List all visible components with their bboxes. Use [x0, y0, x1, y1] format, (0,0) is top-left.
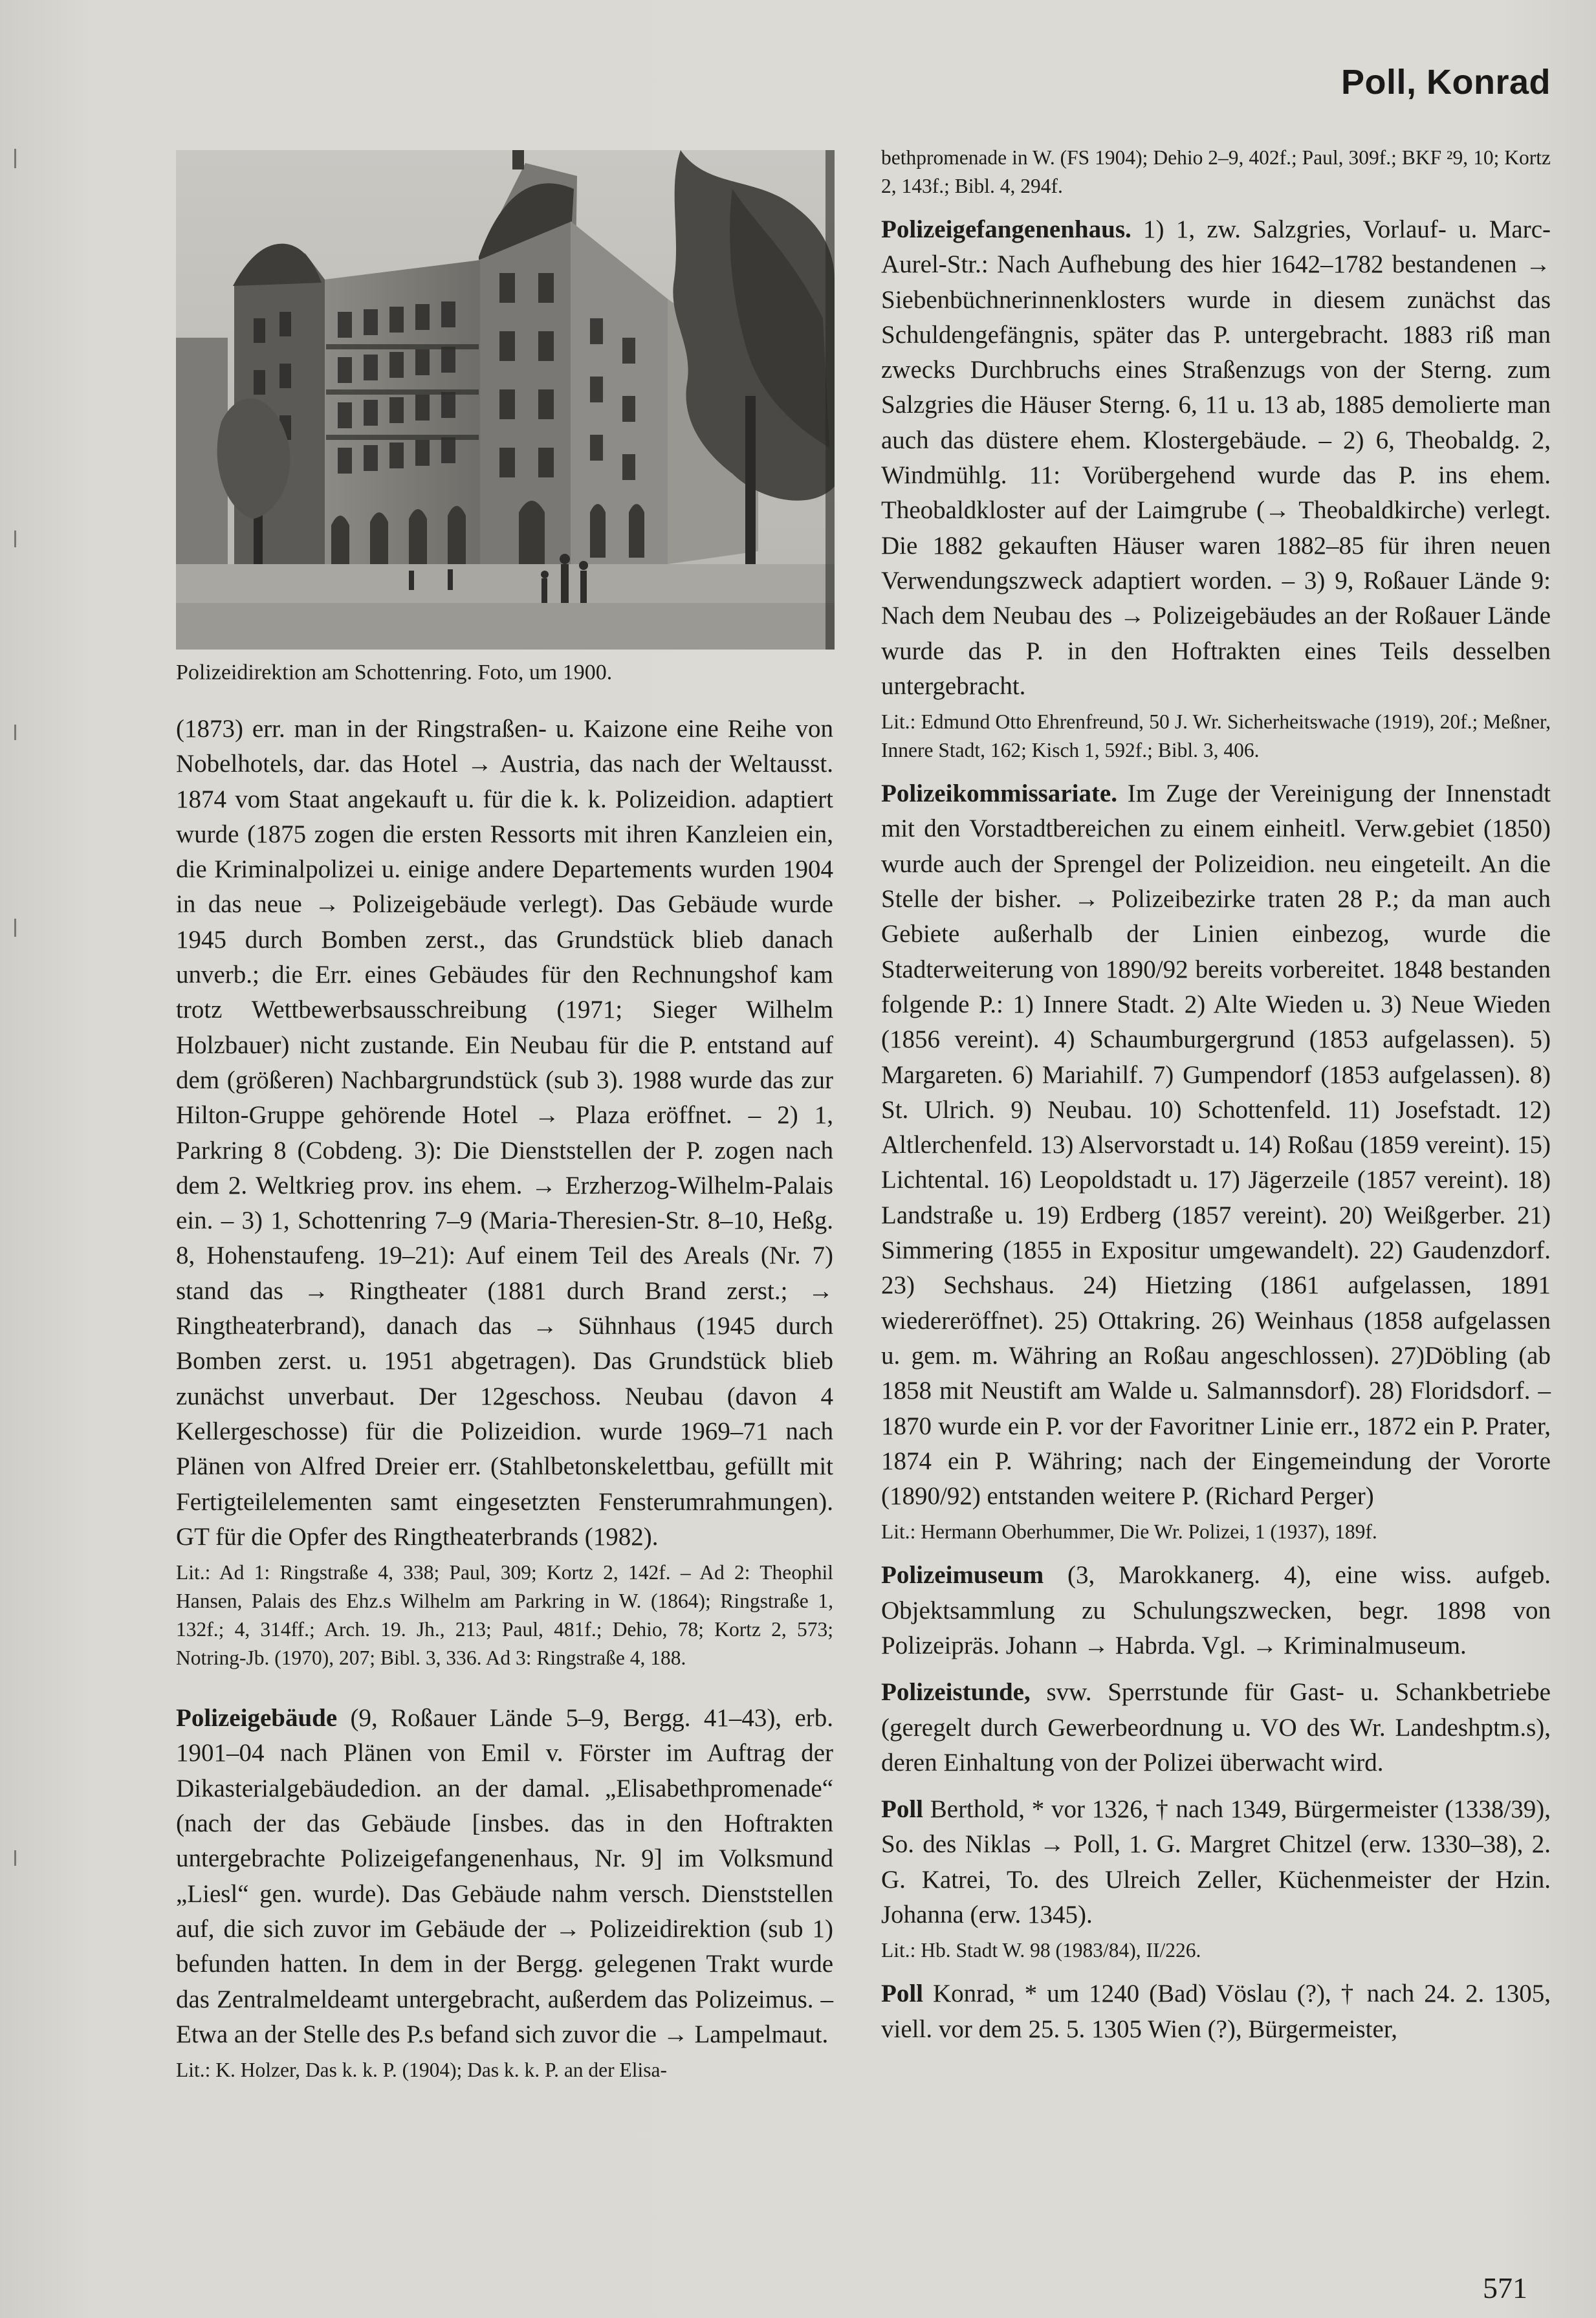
margin-mark	[14, 1850, 16, 1866]
margin-mark	[14, 919, 16, 937]
left-column	[176, 136, 833, 2088]
lemma-heading: Poll	[881, 1980, 923, 2008]
entry-text: Konrad, * um 1240 (Bad) Vöslau (?), † nach 24. 2. 1305, viell. vor dem 25. 5. 1305 Wien (?), Bürgermeister,	[881, 1980, 1551, 2043]
right-column	[881, 144, 1551, 2047]
entry-text: Im Zuge der Vereinigung der Innenstadt mit den Vorstadtbereichen zu einem einheitl. Verw.gebiet (1850) wurde auch der Sprengel der Polizeidion. neu eingeteilt. An die Stelle der bisher. → Polizeibezirke traten 28 P.; da man auch Gebiete außerhalb der Linien einbezog, wurde die Stadterweiterung von 1890/92 bereits vorbereitet. 1848 bestanden folgende P.: 1) Innere Stadt. 2) Alte Wieden u. 3) Neue Wieden (1856 vereint). 4) Schaumburgergrund (1853 aufgelassen). 5) Margareten. 6) Mariahilf. 7) Gumpendorf (1853 aufgelassen). 8) St. Ulrich. 9) Neubau. 10) Schottenfeld. 11) Josefstadt. 12) Altlerchenfeld. 13) Alservorstadt u. 14) Roßau (1859 vereint). 15) Lichtental. 16) Leopoldstadt u. 17) Jägerzeile (1857 vereint). 18) Landstraße u. 19) Erdberg (1857 vereint). 20) Weißgerber. 21) Simmering (1855 in Expositur umgewandelt). 22) Gaudenzdorf. 23) Sechshaus. 24) Hietzing (1861 aufgelassen, 1891 wiedereröffnet). 25) Ottakring. 26) Weinhaus (1858 aufgelassen u. gem. m. Währing an Roßau angeschlossen). 27)Döbling (ab 1858 mit Neustift am Walde u. Salmannsdorf). 28) Floridsdorf. – 1870 wurde ein P. vor der Favoritner Linie err., 1872 ein P. Prater, 1874 ein P. Währing; nach der Eingemeindung der Vororte (1890/92) entstanden weitere P. (Richard Perger)	[881, 780, 1551, 1511]
entry-text: 1) 1, zw. Salzgries, Vorlauf- u. Marc-Aurel-Str.: Nach Aufhebung des hier 1642–1782 bestandenen → Siebenbüchnerinnenklosters wurde in diesem zunächst das Schuldengefängnis, später das P. untergebracht. 1883 riß man zwecks Durchbruchs eines Straßenzugs von der Sterng. zum Salzgries die Häuser Sterng. 6, 11 u. 13 ab, 1885 demolierte man auch das düstere ehem. Klostergebäude. – 2) 6, Theobaldg. 2, Windmühlg. 11: Vorübergehend wurde das P. ins ehem. Theobaldkloster auf der Laimgrube (→ Theobaldkirche) verlegt. Die 1882 gekauften Häuser waren 1882–85 für ihren neuen Verwendungszweck adaptiert worden. – 3) 9, Roßauer Lände 9: Nach dem Neubau des → Polizeigebäudes an der Roßauer Lände wurde das P. in den Hoftrakten eines Teils desselben untergebracht.	[881, 215, 1551, 700]
entry-polizeigefangenenhaus	[881, 212, 1551, 704]
building-photo	[176, 150, 835, 650]
entry-continuation-text: (1873) err. man in der Ringstraßen- u. Kaizone eine Reihe von Nobelhotels, dar. das Hotel → Austria, das nach der Weltausst. 1874 vom Staat angekauft u. für die k. k. Polizeidion. adaptiert wurde (1875 zogen die ersten Ressorts mit ihren Kanzleien ein, die Kriminalpolizei u. einige andere Departements wurden 1904 in das neue → Polizeigebäude verlegt). Das Gebäude wurde 1945 durch Bomben zerst., das Grundstück blieb danach unverb.; die Err. eines Gebäudes für den Rechnungshof kam trotz Wettbewerbsausschreibung (1971; Sieger Wilhelm Holzbauer) nicht zustande. Ein Neubau für die P. entstand auf dem (größeren) Nachbargrundstück (sub 3). 1988 wurde das zur Hilton-Gruppe gehörende Hotel → Plaza eröffnet. – 2) 1, Parkring 8 (Cobdeng. 3): Die Dienststellen der P. zogen nach dem 2. Weltkrieg prov. ins ehem. → Erzherzog-Wilhelm-Palais ein. – 3) 1, Schottenring 7–9 (Maria-Theresien-Str. 8–10, Heßg. 8, Hohenstaufeng. 19–21): Auf einem Teil des Areals (Nr. 7) stand das → Ringtheater (1881 durch Brand zerst.; → Ringtheaterbrand), danach das → Sühnhaus (1945 durch Bomben zerst. u. 1951 abgetragen). Das Grundstück blieb zunächst unverbaut. Der 12geschoss. Neubau (davon 4 Kellergeschosse) für die Polizeidion. wurde 1969–71 nach Plänen von Alfred Dreier err. (Stahlbetonskelettbau, gefüllt mit Fertigteilelementen samt eingesetzten Fensterumrahmungen). GT für die Opfer des Ringtheaterbrands (1982).	[176, 715, 833, 1551]
lemma-heading: Polizeistunde,	[881, 1678, 1031, 1707]
lemma-heading: Poll	[881, 1795, 923, 1824]
literature-reference: Lit.: Hermann Oberhummer, Die Wr. Polizei, 1 (1937), 189f.	[881, 1520, 1377, 1544]
lemma-heading: Polizeimuseum	[881, 1561, 1044, 1590]
figure-caption: Polizeidirektion am Schottenring. Foto, um 1900.	[176, 661, 613, 684]
entry-polizeimuseum	[881, 1558, 1551, 1663]
lemma-heading: Polizeigefangenenhaus.	[881, 215, 1131, 243]
entry-poll-konrad	[881, 1976, 1551, 2047]
running-header: Poll, Konrad	[1340, 63, 1551, 102]
page-number: 571	[1483, 2271, 1527, 2304]
literature-reference: Lit.: Edmund Otto Ehrenfreund, 50 J. Wr. Sicherheitswache (1919), 20f.; Meßner, Innere Stadt, 162; Kisch 1, 592f.; Bibl. 3, 406.	[881, 710, 1551, 762]
entry-text: (9, Roßauer Lände 5–9, Bergg. 41–43), erb. 1901–04 nach Plänen von Emil v. Förster im Auftrag der Dikasterialgebäudedion. an der damal. „Elisabethpromenade“ (nach der das Gebäude [insbes. das in den Hoftrakten untergebrachte Polizeigefangenenhaus, Nr. 9] im Volksmund „Liesl“ gen. wurde). Das Gebäude nahm versch. Dienststellen auf, die sich zuvor im Gebäude der → Polizeidirektion (sub 1) befunden hatten. In dem in der Bergg. gelegenen Trakt wurde das Zentralmeldeamt untergebracht, außerdem das Polizeimus. – Etwa an der Stelle des P.s befand sich zuvor die → Lampelmaut.	[176, 1704, 833, 2048]
entry-polizeistunde	[881, 1675, 1551, 1780]
entry-poll-berthold	[881, 1792, 1551, 1932]
literature-reference: Lit.: K. Holzer, Das k. k. P. (1904); Das k. k. P. an der Elisa-	[176, 2059, 667, 2082]
entry-polizeigebaeude	[176, 1701, 833, 2052]
lemma-heading: Polizeigebäude	[176, 1704, 338, 1733]
entry-text: Berthold, * vor 1326, † nach 1349, Bürgermeister (1338/39), So. des Niklas → Poll, 1. G. Margret Chitzel (erw. 1330–38), 2. G. Katrei, To. des Ulreich Zeller, Küchenmeister der Hzin. Johanna (erw. 1345).	[881, 1795, 1551, 1929]
margin-mark	[14, 725, 16, 740]
margin-mark	[14, 530, 16, 547]
lemma-heading: Polizeikommissariate.	[881, 780, 1117, 808]
literature-reference: Lit.: Ad 1: Ringstraße 4, 338; Paul, 309; Kortz 2, 142f. – Ad 2: Theophil Hansen, Palais des Ehz.s Wilhelm am Parkring in W. (1864); Ringstraße 1, 132f.; 4, 314ff.; Arch. 19. Jh., 213; Paul, 481f.; Dehio, 78; Kortz 2, 573; Notring-Jb. (1970), 207; Bibl. 3, 336. Ad 3: Ringstraße 4, 188.	[176, 1561, 833, 1670]
entry-polizeikommissariate	[881, 776, 1551, 1514]
entry-text: svw. Sperrstunde für Gast- u. Schankbetriebe (geregelt durch Gewerbeordnung u. VO des Wr. Landeshptm.s), deren Einhaltung von der Polizei überwacht wird.	[881, 1678, 1551, 1777]
building-illustration	[176, 150, 835, 650]
entry-text: (3, Marokkanerg. 4), eine wiss. aufgeb. Objektsammlung zu Schulungszwecken, begr. 1898 von Polizeipräs. Johann → Habrda. Vgl. → Kriminalmuseum.	[881, 1561, 1551, 1659]
literature-reference: Lit.: Hb. Stadt W. 98 (1983/84), II/226.	[881, 1939, 1201, 1962]
margin-mark	[14, 149, 16, 168]
literature-reference: bethpromenade in W. (FS 1904); Dehio 2–9, 402f.; Paul, 309f.; BKF ²9, 10; Kortz 2, 143f.; Bibl. 4, 294f.	[881, 146, 1551, 197]
